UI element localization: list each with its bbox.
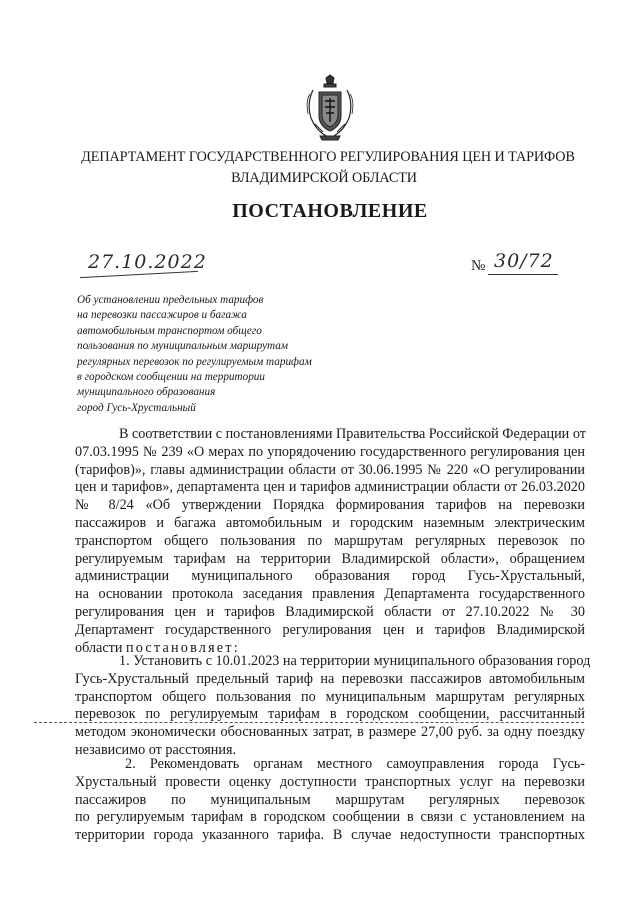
- text-line: Гусь-Хрустальный предельный тариф на перевозки пассажиров автомобильным: [75, 670, 585, 687]
- text-line-last: независимо от расстояния.: [75, 741, 237, 758]
- clause-1-paragraph: [75, 653, 591, 760]
- text-line: цен и тарифов», департамента цен и тарифов администрации области от 26.03.2020: [75, 479, 585, 496]
- subject-line: на перевозки пассажиров и багажа: [77, 309, 247, 322]
- department-name-line-1: ДЕПАРТАМЕНТ ГОСУДАРСТВЕННОГО РЕГУЛИРОВАНИЯ ЦЕН И ТАРИФОВ: [81, 149, 575, 165]
- preamble-paragraph: [75, 426, 585, 657]
- subject-line: регулярных перевозок по регулируемым тарифам: [77, 355, 312, 368]
- subject-line: Об установлении предельных тарифов: [77, 294, 264, 306]
- text-line: регулируемым тарифам на территории Владимирской области», обращением: [75, 550, 585, 567]
- document-subject: [77, 293, 377, 416]
- clause-2-paragraph: [75, 756, 585, 845]
- text-line: по регулируемым тарифам в городском сообщении в связи с установлением на: [75, 809, 585, 826]
- document-number-label: №: [471, 258, 486, 274]
- department-name-line-2: ВЛАДИМИРСКОЙ ОБЛАСТИ: [231, 170, 417, 186]
- scan-artifact-line: [34, 722, 584, 723]
- subject-line: муниципального образования: [77, 386, 216, 399]
- text-line: Хрустальный провести оценку доступности транспортных услуг на перевозки: [75, 773, 585, 790]
- text-line: на основании протокола заседания правления Департамента государственного: [75, 586, 585, 603]
- text-line: Департамент государственного регулирования цен и тарифов Владимирской: [75, 621, 585, 638]
- document-type-title: ПОСТАНОВЛЕНИЕ: [232, 200, 428, 222]
- text-line: пассажиров по муниципальным маршрутам регулярных перевозок: [75, 791, 585, 808]
- text-line: территории города указанного тарифа. В случае недоступности транспортных: [75, 827, 585, 844]
- subject-line: в городском сообщении на территории: [77, 371, 265, 384]
- text-line: (тарифов)», главы администрации области от 30.06.1995 № 220 «О регулировании: [75, 461, 585, 478]
- text-line: 1. Установить с 10.01.2023 на территории муниципального образования город: [119, 653, 591, 669]
- document-date: 27.10.2022: [88, 251, 207, 273]
- number-underline: [488, 274, 558, 275]
- text-line: перевозок по регулируемым тарифам в городском сообщении, рассчитанный: [75, 706, 585, 723]
- text-line: методом экономически обоснованных затрат, в размере 27,00 руб. за одну поездку: [75, 724, 585, 741]
- text-line: 07.03.1995 № 239 «О мерах по упорядочению государственного регулирования цен: [75, 443, 585, 460]
- subject-line: город Гусь-Хрустальный: [77, 401, 196, 414]
- coat-of-arms-icon: [305, 74, 355, 142]
- text-line: пассажиров и багажа автомобильным и городским наземным электрическим: [75, 514, 585, 531]
- text-line: администрации муниципального образования город Гусь-Хрустальный,: [75, 568, 585, 585]
- text-line: транспортом общего пользования по муниципальным маршрутам регулярных: [75, 688, 585, 705]
- subject-line: пользования по муниципальным маршрутам: [77, 340, 288, 353]
- text-line: В соответствии с постановлениями Правительства Российской Федерации от: [119, 426, 586, 442]
- vladimir-coat-of-arms-emblem: [305, 74, 355, 142]
- resolution-keyword: постановляет:: [125, 639, 240, 656]
- text-fragment: области: [75, 639, 123, 656]
- text-line: транспортом общего пользования по маршрутам регулярных перевозок по: [75, 532, 585, 549]
- text-line: регулирования цен и тарифов Владимирской области от 27.10.2022 № 30: [75, 603, 585, 620]
- text-line: № 8/24 «Об утверждении Порядка формирования тарифов на перевозки: [75, 497, 585, 514]
- document-number: 30/72: [494, 250, 554, 272]
- subject-line: автомобильным транспортом общего: [77, 324, 262, 337]
- text-line: 2. Рекомендовать органам местного самоуправления города Гусь-: [125, 756, 585, 772]
